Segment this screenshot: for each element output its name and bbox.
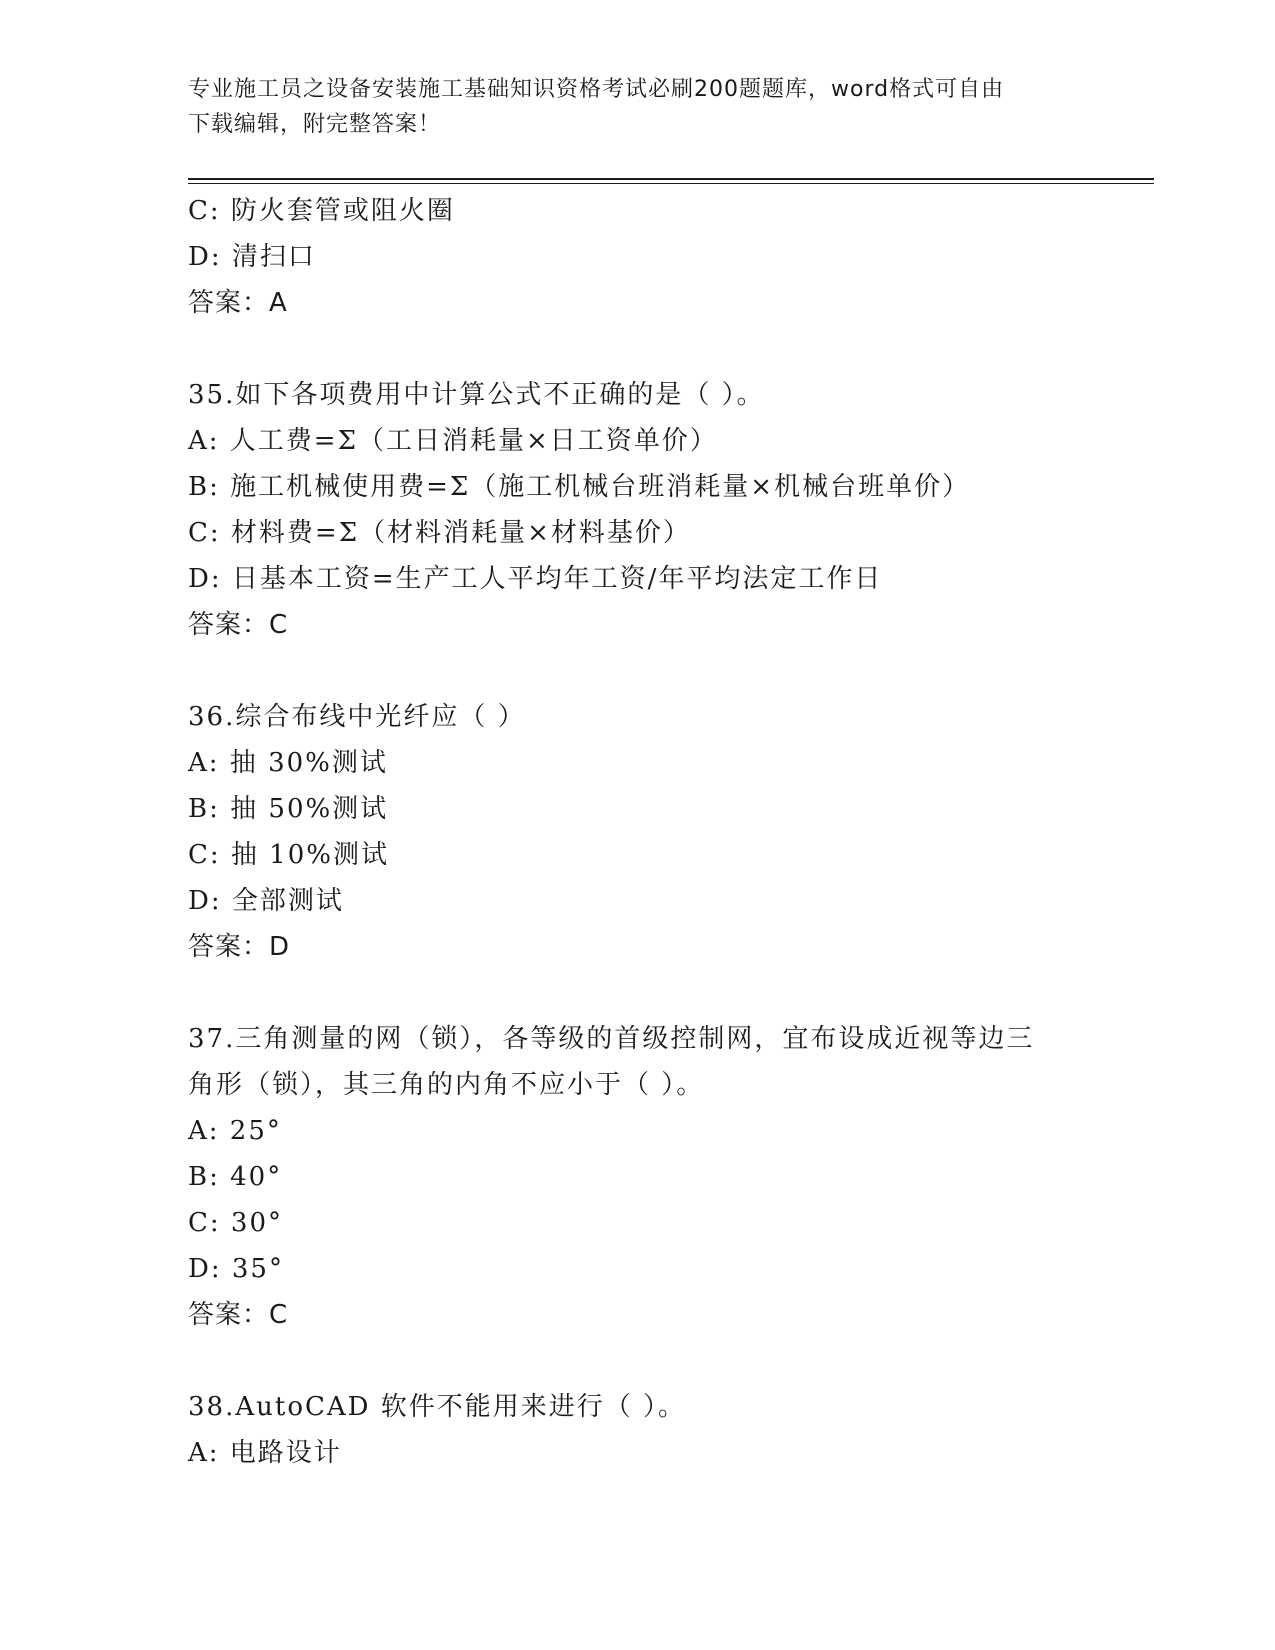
option-c: C: 防火套管或阻火圈 (188, 196, 455, 226)
question-stem-line-1: 37.三角测量的网（锁），各等级的首级控制网，宜布设成近视等边三 (188, 1024, 1035, 1054)
header-divider-thick (188, 178, 1154, 180)
option-d: D: 35° (188, 1254, 284, 1284)
option-c: C: 30° (188, 1208, 284, 1238)
header-title-line-1: 专业施工员之设备安装施工基础知识资格考试必刷200题题库，word格式可自由 (188, 77, 1005, 102)
answer-line: 答案：C (188, 1300, 289, 1330)
option-c: C: 抽 10%测试 (188, 840, 389, 870)
question-37 (188, 1016, 1088, 1338)
option-b: B: 抽 50%测试 (188, 794, 389, 824)
option-a: A: 25° (188, 1116, 282, 1146)
question-35 (188, 372, 1088, 648)
option-a: A: 电路设计 (188, 1438, 342, 1468)
question-stem: 38.AutoCAD 软件不能用来进行（ ）。 (188, 1392, 687, 1422)
option-d: D: 清扫口 (188, 242, 316, 272)
question-list (188, 188, 1088, 1476)
option-b: B: 40° (188, 1162, 283, 1192)
question-stem-line-2: 角形（锁），其三角的内角不应小于（ ）。 (188, 1070, 705, 1100)
answer-line: 答案：D (188, 932, 291, 962)
question-36 (188, 694, 1088, 970)
option-c: C: 材料费=Σ（材料消耗量×材料基价） (188, 518, 691, 548)
option-a: A: 人工费=Σ（工日消耗量×日工资单价） (188, 426, 718, 456)
question-stem: 36.综合布线中光纤应（ ） (188, 702, 526, 732)
document-header (188, 72, 1078, 142)
option-b: B: 施工机械使用费=Σ（施工机械台班消耗量×机械台班单价） (188, 472, 971, 502)
answer-line: 答案：A (188, 288, 288, 318)
option-a: A: 抽 30%测试 (188, 748, 388, 778)
option-d: D: 全部测试 (188, 886, 344, 916)
question-38 (188, 1384, 1088, 1476)
header-title-line-2: 下载编辑，附完整答案！ (188, 112, 442, 137)
answer-line: 答案：C (188, 610, 289, 640)
option-d: D: 日基本工资=生产工人平均年工资/年平均法定工作日 (188, 564, 883, 594)
question-stem: 35.如下各项费用中计算公式不正确的是（ ）。 (188, 380, 765, 410)
header-divider-thin (188, 183, 1154, 184)
